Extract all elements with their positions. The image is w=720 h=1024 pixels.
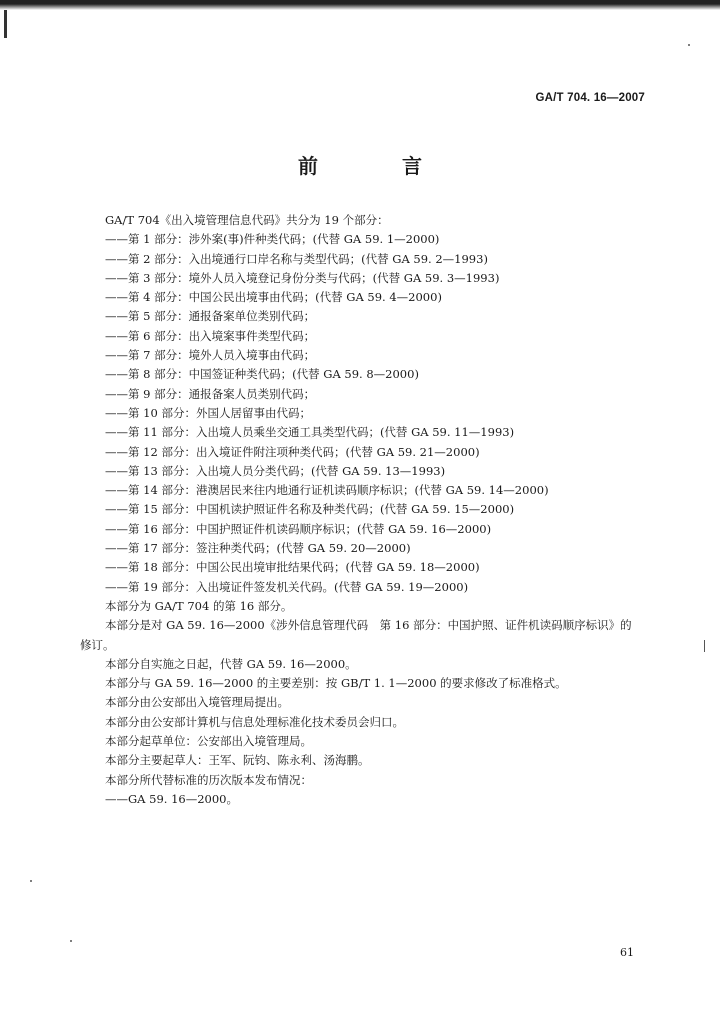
paragraph: 本部分由公安部计算机与信息处理标准化技术委员会归口。 [105, 714, 404, 729]
paragraph: 本部分与 GA 59. 16—2000 的主要差别：按 GB/T 1. 1—2000 的要求修改了标准格式。 [105, 676, 567, 691]
part-list-item: ——第 8 部分：中国签证种类代码；(代替 GA 59. 8—2000) [105, 367, 419, 382]
standard-code: GA/T 704. 16—2007 [535, 92, 645, 104]
paragraph: 本部分自实施之日起，代替 GA 59. 16—2000。 [105, 656, 357, 671]
page-title: 前 言 [298, 154, 454, 178]
part-list-item: ——第 14 部分：港澳居民来往内地通行证机读码顺序标识；(代替 GA 59. 14—2000) [105, 483, 549, 498]
part-list-item: ——第 12 部分：出入境证件附注项种类代码；(代替 GA 59. 21—2000) [105, 444, 480, 459]
part-list-item: ——第 17 部分：签注种类代码；(代替 GA 59. 20—2000) [105, 541, 411, 556]
part-list-item: ——第 11 部分：入出境人员乘坐交通工具类型代码；(代替 GA 59. 11—1993) [105, 425, 515, 440]
part-list-item: ——第 7 部分：境外人员入境事由代码； [105, 348, 316, 363]
part-list-item: ——第 15 部分：中国机读护照证件名称及种类代码；(代替 GA 59. 15—2000) [105, 502, 515, 517]
scan-speck [70, 940, 72, 942]
paragraph: 本部分为 GA/T 704 的第 16 部分。 [105, 598, 293, 613]
paragraph: GA/T 704《出入境管理信息代码》共分为 19 个部分： [105, 213, 389, 227]
page-number: 61 [620, 946, 634, 959]
paragraph: 本部分起草单位：公安部出入境管理局。 [105, 734, 312, 749]
document-body [80, 211, 660, 809]
part-list-item: ——第 6 部分：出入境案事件类型代码； [105, 328, 316, 343]
part-list-item: ——第 9 部分：通报备案人员类别代码； [105, 386, 316, 401]
part-list-item: ——第 16 部分：中国护照证件机读码顺序标识；(代替 GA 59. 16—2000) [105, 521, 492, 536]
part-list-item: ——第 10 部分：外国人居留事由代码； [105, 405, 311, 420]
part-list-item: ——第 4 部分：中国公民出境事由代码；(代替 GA 59. 4—2000) [105, 290, 442, 305]
left-edge-mark [4, 10, 7, 38]
part-list-item: ——第 5 部分：通报备案单位类别代码； [105, 309, 316, 324]
part-list-item: ——第 19 部分：入出境证件签发机关代码。(代替 GA 59. 19—2000) [105, 579, 469, 594]
paragraph-continuation: 修订。 [80, 637, 115, 652]
part-list-item: ——第 2 部分：入出境通行口岸名称与类型代码；(代替 GA 59. 2—1993) [105, 251, 488, 266]
paragraph: 本部分是对 GA 59. 16—2000《涉外信息管理代码 第 16 部分：中国护照、证件机读码顺序标识》的 [105, 618, 632, 633]
paragraph: 本部分由公安部出入境管理局提出。 [105, 695, 289, 710]
top-border-rule [0, 0, 720, 10]
scan-speck [704, 640, 705, 652]
part-list-item: ——第 3 部分：境外人员入境登记身份分类与代码；(代替 GA 59. 3—1993) [105, 270, 500, 285]
part-list-item: ——第 1 部分：涉外案(事)件种类代码；(代替 GA 59. 1—2000) [105, 232, 440, 247]
scan-speck [30, 880, 32, 882]
scan-speck [688, 44, 690, 46]
paragraph: 本部分所代替标准的历次版本发布情况： [105, 772, 312, 787]
paragraph: ——GA 59. 16—2000。 [105, 791, 238, 806]
paragraph: 本部分主要起草人：王军、阮钧、陈永利、汤海鹏。 [105, 753, 370, 768]
part-list-item: ——第 18 部分：中国公民出境审批结果代码；(代替 GA 59. 18—2000) [105, 560, 480, 575]
part-list-item: ——第 13 部分：入出境人员分类代码；(代替 GA 59. 13—1993) [105, 463, 446, 478]
